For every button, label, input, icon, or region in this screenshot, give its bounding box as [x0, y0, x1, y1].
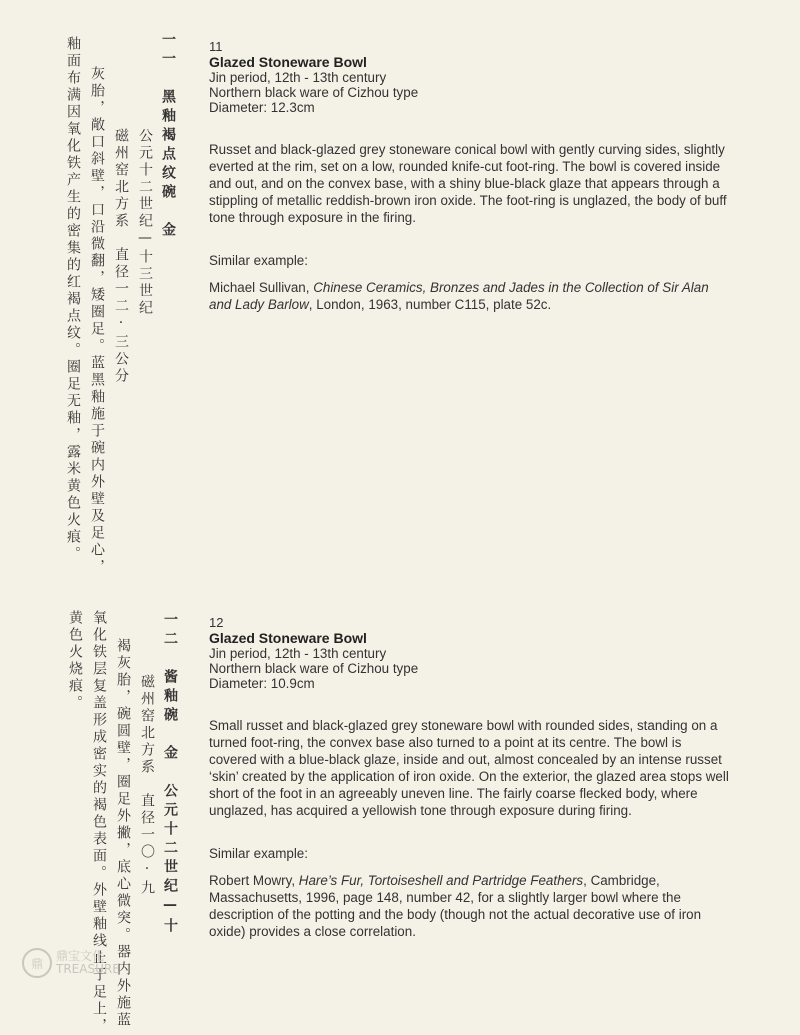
cn-description-line: 灰胎，敞口斜壁，口沿微翻，矮圈足。蓝黑釉施于碗内外壁及足心， — [89, 66, 105, 576]
catalogue-entry-12 — [0, 600, 800, 1035]
english-text — [209, 616, 729, 940]
cn-title — [161, 32, 175, 241]
cn-size: 直径一〇·九 — [139, 793, 155, 897]
entry-description: Small russet and black-glazed grey stoneware bowl with rounded sides, standing on a turned foot-ring, the convex base also turned to a point at its centre. The bowl is covered with a blue-black glaze, inside and out, almost concealed by an intense russet ‘skin’ created by the application of iron oxide. On the exterior, the glazed area stops well short of the foot in an agreeably uneven line. The fairly coarse flecked body, where unglazed, has acquired a yellowish tone through exposure during firing. — [209, 718, 729, 818]
reference-title: Chinese Ceramics, Bronzes and Jades in the Collection of Sir Alan and Lady Barlow — [209, 280, 709, 312]
watermark-icon: 鼎 — [22, 948, 52, 978]
entry-description: Russet and black-glazed grey stoneware conical bowl with gently curving sides, slightly everted at the rim, set on a low, rounded knife-cut foot-ring. The bowl is covered inside and out, and on the convex base, with a shiny blue-black glaze that appears through a stippling of metallic reddish-brown iron oxide. The foot-ring is unglazed, the body of buff tone through exposure in the firing. — [209, 142, 727, 225]
reference — [209, 872, 729, 940]
cn-description-line: 黄色火烧痕。 — [67, 610, 83, 712]
entry-period: Jin period, 12th - 13th century — [209, 70, 387, 85]
cn-description-line: 褐灰胎，碗圆壁，圈足外撇，底心微突。器内外施蓝 — [115, 638, 131, 1029]
entry-period: Jin period, 12th - 13th century — [209, 646, 387, 661]
cn-description-line: 氧化铁层复盖形成密实的褐色表面。外壁釉线止于足上， — [91, 610, 107, 1035]
cn-title — [163, 612, 177, 937]
cn-kiln: 磁州窑北方系 — [139, 674, 155, 776]
reference-author: Robert Mowry, — [209, 873, 299, 888]
cn-title-number: 一二 — [162, 612, 178, 650]
reference-details: , Cambridge, Massachusetts, 1996, page 148, number 42, for a slightly larger bowl where the description of the potting and the body (though not the actual decorative use of iron oxide) provides a close correlation. — [209, 873, 702, 939]
entry-title: Glazed Stoneware Bowl — [209, 630, 367, 646]
english-text — [209, 40, 729, 313]
cn-title-number: 一一 — [160, 32, 176, 70]
cn-date: 公元十二世纪—十三世纪 — [137, 128, 153, 317]
watermark-line-2: TREASURE — [56, 962, 120, 976]
entry-ware: Northern black ware of Cizhou type — [209, 85, 419, 100]
reference — [209, 279, 729, 313]
cn-period: 金 — [162, 745, 178, 764]
entry-number: 11 — [209, 39, 223, 54]
entry-diameter: Diameter: 10.9cm — [209, 676, 315, 691]
watermark-text — [56, 950, 120, 976]
watermark-logo — [22, 948, 120, 978]
entry-number: 12 — [209, 615, 224, 630]
cn-kiln-size — [140, 674, 154, 897]
cn-title-name: 黑釉褐点纹碗 — [160, 89, 176, 203]
cn-title-name: 酱釉碗 — [162, 669, 178, 726]
cn-description-line: 釉面布满因氧化铁产生的密集的红褐点纹。圈足无釉，露米黄色火痕。 — [65, 36, 81, 563]
similar-example-label: Similar example: — [209, 253, 308, 268]
reference-title: Hare’s Fur, Tortoiseshell and Partridge Feathers — [298, 873, 584, 888]
reference-details: , London, 1963, number C115, plate 52c. — [308, 297, 552, 312]
watermark-line-1: 鼎宝文化 — [56, 949, 105, 963]
cn-size: 直径一二·三公分 — [113, 247, 129, 385]
entry-ware: Northern black ware of Cizhou type — [209, 661, 419, 676]
cn-kiln: 磁州窑北方系 — [113, 128, 129, 230]
cn-period: 金 — [160, 222, 176, 241]
cn-date: 公元十二世纪—十 — [162, 783, 178, 937]
entry-diameter: Diameter: 12.3cm — [209, 100, 315, 115]
reference-author: Michael Sullivan, — [209, 280, 314, 295]
entry-title: Glazed Stoneware Bowl — [209, 54, 367, 70]
cn-kiln-size — [114, 128, 128, 385]
similar-example-label: Similar example: — [209, 846, 308, 861]
